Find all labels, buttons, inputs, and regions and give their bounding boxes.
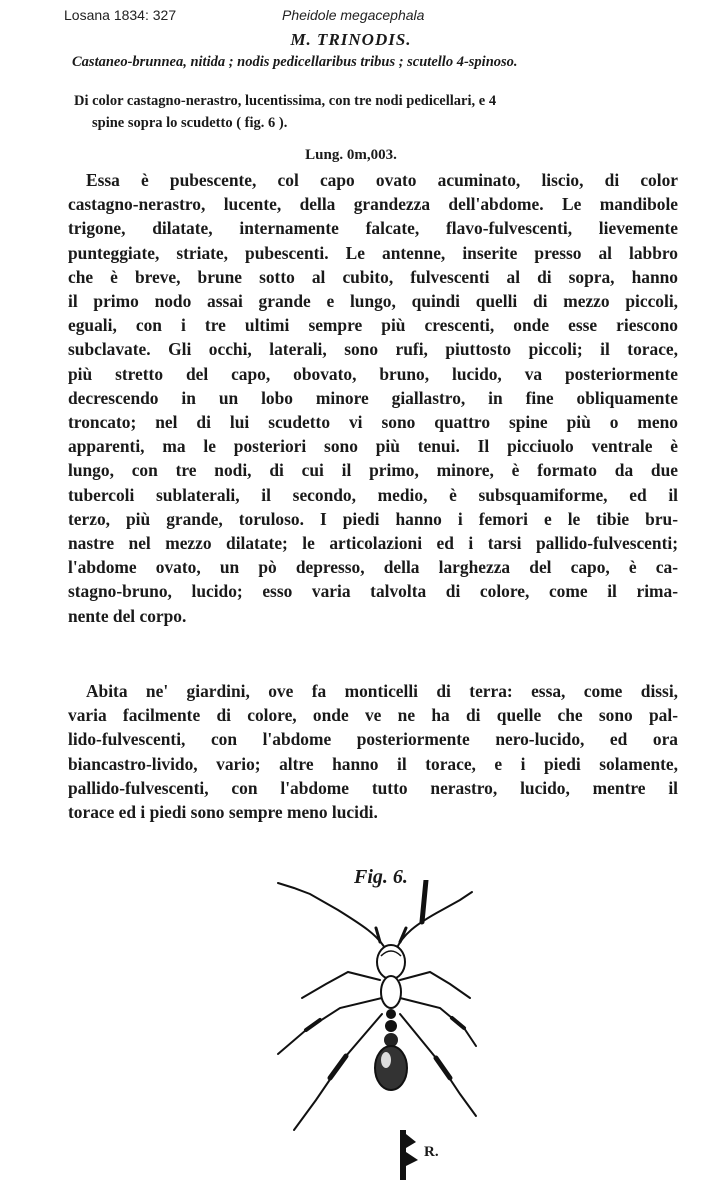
text-line: decrescendo in un lobo minore giallastro, in fine obliquamente — [68, 387, 678, 408]
text-line: che è breve, brune sotto al cubito, fulvescenti al di sopra, hanno — [68, 266, 678, 287]
text-line: nastre nel mezzo dilatate; le articolazioni ed i tarsi pallido-fulvescenti; — [68, 533, 678, 554]
ant-illustration — [250, 880, 480, 1185]
text-line: Abita ne' giardini, ove fa monticelli di terra: essa, come dissi, — [86, 681, 678, 701]
latin-diagnosis: Castaneo-brunnea, nitida ; nodis pedicellaribus tribus ; scutello 4-spinoso. — [72, 54, 518, 70]
species-title: M. TRINODIS. — [290, 30, 412, 49]
text-line: varia facilmente di colore, onde ve ne ha di quelle che sono pal- — [68, 705, 678, 726]
text-line: biancastro-livido, vario; altre hanno il torace, e i piedi solamente, — [68, 753, 678, 774]
source-citation: Losana 1834: 327 — [64, 7, 177, 23]
text-line: castagno-nerastro, lucente, della grandezza dell'abdome. Le mandibole — [68, 194, 678, 215]
text-line: lungo, con tre nodi, di cui il primo, minore, è formato da due — [68, 460, 678, 481]
figure-side-label: R. — [424, 1144, 439, 1160]
figure-label: Fig. 6. — [354, 866, 408, 888]
text-line: il primo nodo assai grande e lungo, quindi quelli di mezzo piccoli, — [68, 291, 678, 312]
text-line: subclavate. Gli occhi, laterali, sono rufi, piuttosto piccoli; il torace, — [68, 339, 678, 360]
text-line: pallido-fulvescenti, con l'abdome tutto nerastro, lucido, mentre il — [68, 777, 678, 798]
text-line: Essa è pubescente, col capo ovato acuminato, liscio, di color — [86, 170, 678, 190]
text-line: terzo, più grande, toruloso. I piedi hanno i femori e le tibie bru- — [68, 508, 678, 529]
text-line: lido-fulvescenti, con l'abdome posteriormente nero-lucido, ed ora — [68, 729, 678, 750]
text-line: tubercoli sublaterali, il secondo, medio, è subsquamiforme, ed il — [68, 484, 678, 505]
text-line: troncato; nel di lui scudetto vi sono quattro spine più o meno — [68, 412, 678, 433]
summary-line: Di color castagno-nerastro, lucentissima, con tre nodi pedicellari, e 4 — [74, 93, 497, 109]
habitat-paragraph — [68, 679, 678, 824]
text-line: stagno-bruno, lucido; esso varia talvolta di colore, come il rima- — [68, 581, 678, 602]
species-name: Pheidole megacephala — [282, 7, 425, 23]
text-line: più stretto del capo, obovato, bruno, lucido, va posteriormente — [68, 363, 678, 384]
text-line: nente del corpo. — [68, 605, 187, 626]
text-line: punteggiate, striate, pubescenti. Le antenne, inserite presso al labbro — [68, 242, 678, 263]
description-paragraph — [68, 168, 678, 628]
text-line: trigone, dilatate, internamente falcate, flavo-fulvescenti, lievemente — [68, 218, 678, 239]
text-line: apparenti, ma le posteriori sono più tenui. Il picciuolo ventrale è — [68, 436, 678, 457]
text-line: l'abdome ovato, un pò depresso, della larghezza del capo, è ca- — [68, 557, 678, 578]
summary-line: spine sopra lo scudetto ( fig. 6 ). — [92, 115, 288, 131]
text-line: torace ed i piedi sono sempre meno lucidi. — [68, 802, 378, 823]
length-measurement: Lung. 0m,003. — [305, 147, 397, 163]
text-line: eguali, con i tre ultimi sempre più crescenti, onde esse riescono — [68, 315, 678, 336]
italian-summary — [74, 90, 654, 134]
